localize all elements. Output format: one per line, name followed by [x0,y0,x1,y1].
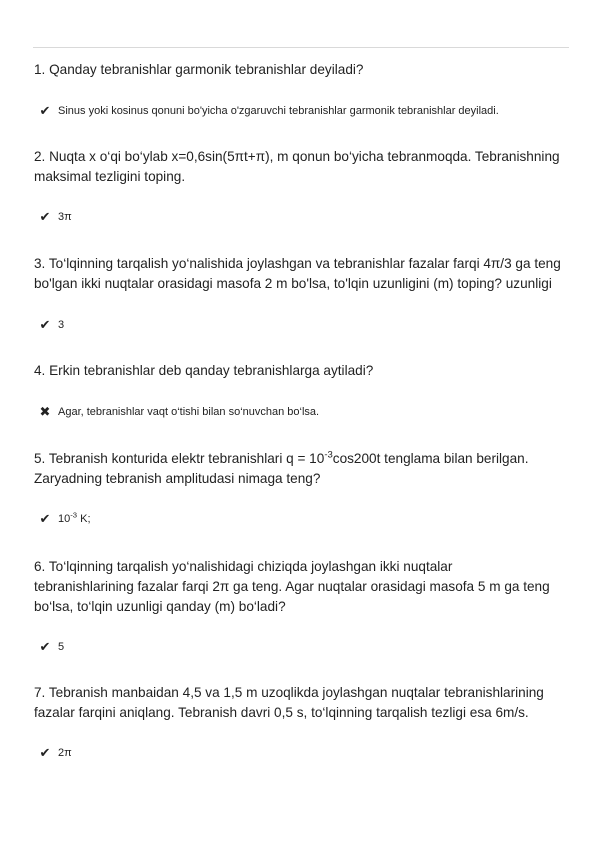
question-7-line-1: 7. Tebranish manbaidan 4,5 va 1,5 m uzoqlikda joylashgan nuqtalar tebranishlarining [34,685,544,700]
top-divider [33,47,569,48]
cross-icon: ✖ [39,404,51,419]
answer-5 [38,512,568,526]
answer-6 [38,640,568,654]
answer-3 [38,318,568,332]
question-5-line-2: Zaryadning tebranish amplitudasi nimaga teng? [34,471,321,486]
answer-4-text: Agar, tebranishlar vaqt o‘tishi bilan so‘nuvchan bo‘lsa. [58,406,320,418]
answer-5-base: 10 [58,513,71,525]
question-6-line-2: tebranishlarining fazalar farqi 2π ga teng. Agar nuqtalar orasidagi masofa 5 m ga teng [34,579,550,594]
question-3 [34,254,564,294]
question-2-line-2: maksimal tezligini toping. [34,169,186,184]
question-3-line-1: 3. To‘lqinning tarqalish yo‘nalishida joylashgan va tebranishlar fazalar farqi 4π/3 ga teng [34,256,561,271]
check-icon: ✔ [39,209,51,224]
question-2 [34,147,564,187]
check-icon: ✔ [39,317,51,332]
answer-2 [38,210,568,224]
check-icon: ✔ [39,511,51,526]
answer-3-text: 3 [58,319,65,331]
question-5-exponent: -3 [324,449,333,461]
question-7-line-2: fazalar farqini aniqlang. Tebranish davri 0,5 s, to‘lqinning tarqalish tezligi esa 6m/s. [34,705,529,720]
question-1 [34,60,564,80]
question-5 [34,449,564,489]
question-2-line-1: 2. Nuqta x o‘qi bo‘ylab x=0,6sin(5πt+π), m qonun bo‘yicha tebranmoqda. Tebranishning [34,149,560,164]
answer-5-unit: K; [77,513,91,525]
question-5-line-1-start: 5. Tebranish konturida elektr tebranishlari q = 10 [34,451,325,466]
question-5-line-1 [34,449,564,469]
answer-7 [38,746,568,760]
check-icon: ✔ [39,745,51,760]
question-6 [34,557,564,617]
question-1-text: 1. Qanday tebranishlar garmonik tebranishlar deyiladi? [34,62,364,77]
question-4-text: 4. Erkin tebranishlar deb qanday tebranishlarga aytiladi? [34,363,374,378]
answer-5-exponent: -3 [70,510,78,520]
answer-5-text [58,512,91,526]
answer-1 [38,104,568,118]
answer-4 [38,405,568,419]
question-3-line-2: bo'lgan ikki nuqtalar orasidagi masofa 2 m bo'lsa, to'lqin uzunligini (m) toping? uzunligi [34,276,552,291]
question-4 [34,361,564,381]
check-icon: ✔ [39,639,51,654]
check-icon: ✔ [39,103,51,118]
question-5-line-1-end: cos200t tenglama bilan berilgan. [332,451,529,466]
answer-1-text: Sinus yoki kosinus qonuni bo'yicha o'zgaruvchi tebranishlar garmonik tebranishlar deyiladi. [58,105,499,117]
question-6-line-1: 6. To‘lqinning tarqalish yo‘nalishidagi chiziqda joylashgan ikki nuqtalar [34,559,453,574]
question-7 [34,683,564,723]
answer-6-text: 5 [58,641,65,653]
answer-7-text: 2π [58,747,72,759]
answer-2-text: 3π [58,211,72,223]
question-6-line-3: bo‘lsa, to‘lqin uzunligi qanday (m) bo‘ladi? [34,599,286,614]
